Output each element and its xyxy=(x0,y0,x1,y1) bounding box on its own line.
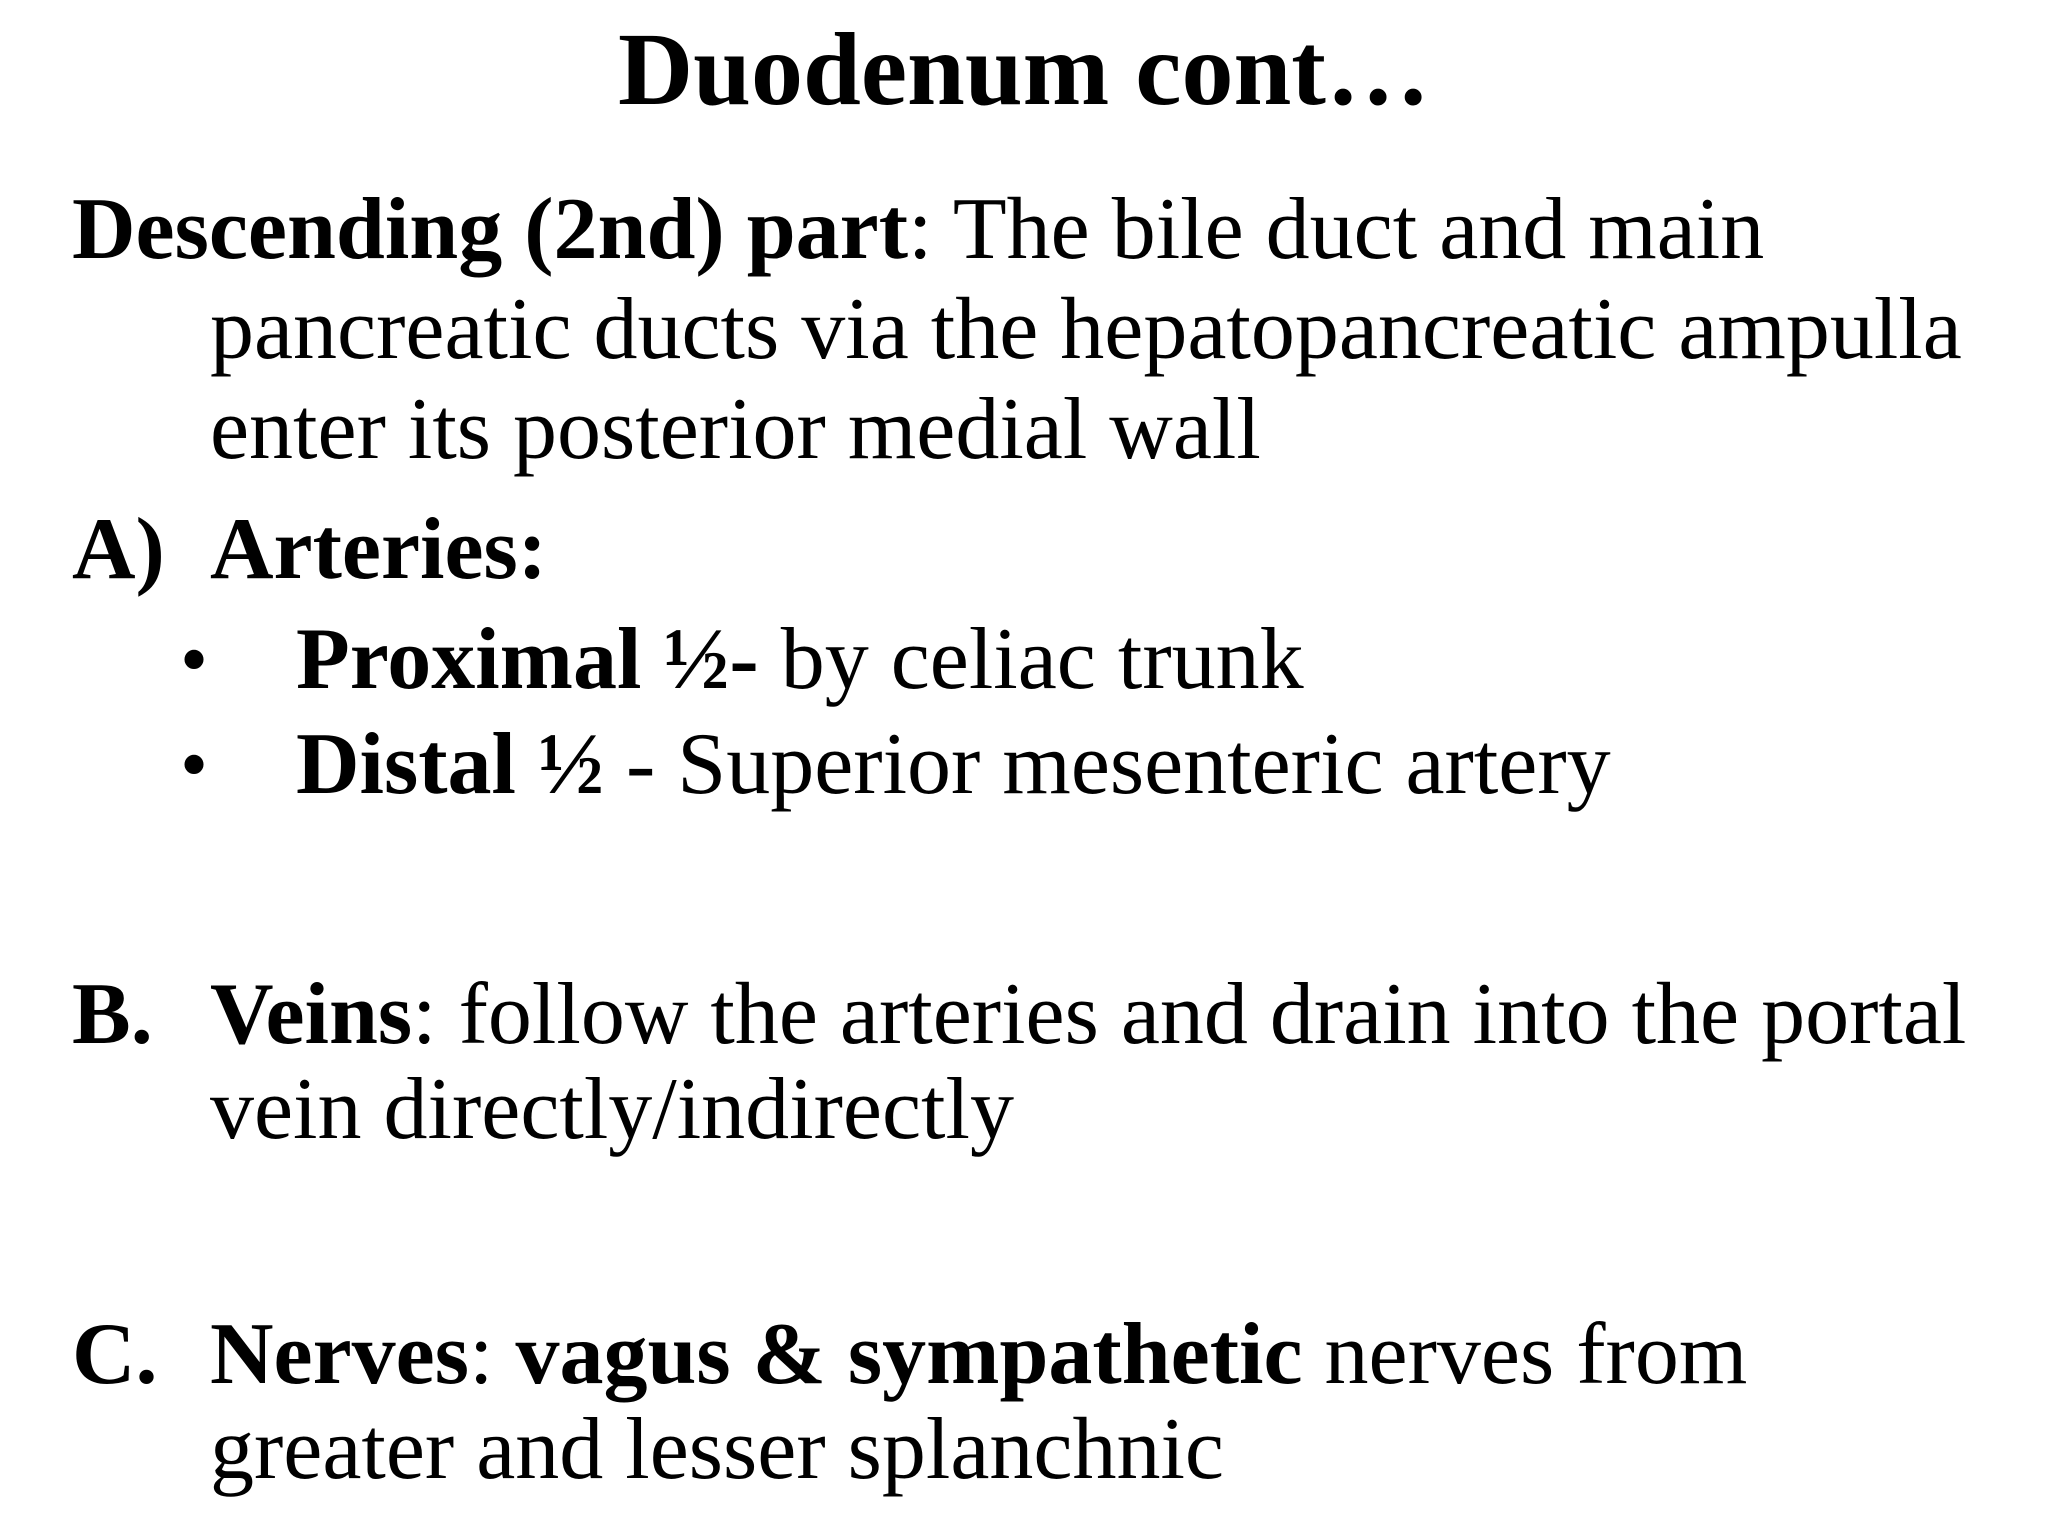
nerves-marker: C. xyxy=(72,1306,158,1403)
veins-text-1: : follow the arteries and drain into the portal xyxy=(412,966,1967,1063)
veins-line-1 xyxy=(210,965,1966,1065)
distal-label: Distal ½ xyxy=(296,716,604,813)
descending-text-1: The bile duct and main xyxy=(932,181,1765,278)
nerves-text-1: nerves from xyxy=(1302,1306,1748,1403)
bullet-icon: • xyxy=(180,721,209,809)
proximal-text: by celiac trunk xyxy=(758,611,1304,708)
veins-marker: B. xyxy=(72,966,153,1063)
veins-text-2: vein directly/indirectly xyxy=(210,1061,1014,1158)
nerves-text-2: greater and lesser splanchnic xyxy=(210,1401,1224,1498)
descending-line-1 xyxy=(72,180,1764,280)
descending-colon: : xyxy=(908,181,933,278)
slide-title: Duodenum cont… xyxy=(618,12,1430,127)
descending-text-3: enter its posterior medial wall xyxy=(210,381,1261,478)
bullet-icon: • xyxy=(180,616,209,704)
nerves-colon: : xyxy=(468,1306,516,1403)
nerves-bold-text: vagus & sympathetic xyxy=(515,1306,1303,1403)
proximal-label: Proximal ½- xyxy=(296,611,759,708)
distal-text: - Superior mesenteric artery xyxy=(604,716,1611,813)
descending-text-2: pancreatic ducts via the hepatopancreatic ampulla xyxy=(210,281,1962,378)
arteries-bullet-distal xyxy=(296,715,1611,815)
descending-label: Descending (2nd) part xyxy=(72,181,909,278)
nerves-label: Nerves xyxy=(210,1306,469,1403)
arteries-marker: A) xyxy=(72,501,165,598)
nerves-line-1 xyxy=(210,1305,1747,1405)
arteries-heading: Arteries: xyxy=(210,501,548,598)
veins-label: Veins xyxy=(210,966,413,1063)
arteries-bullet-proximal xyxy=(296,610,1304,710)
